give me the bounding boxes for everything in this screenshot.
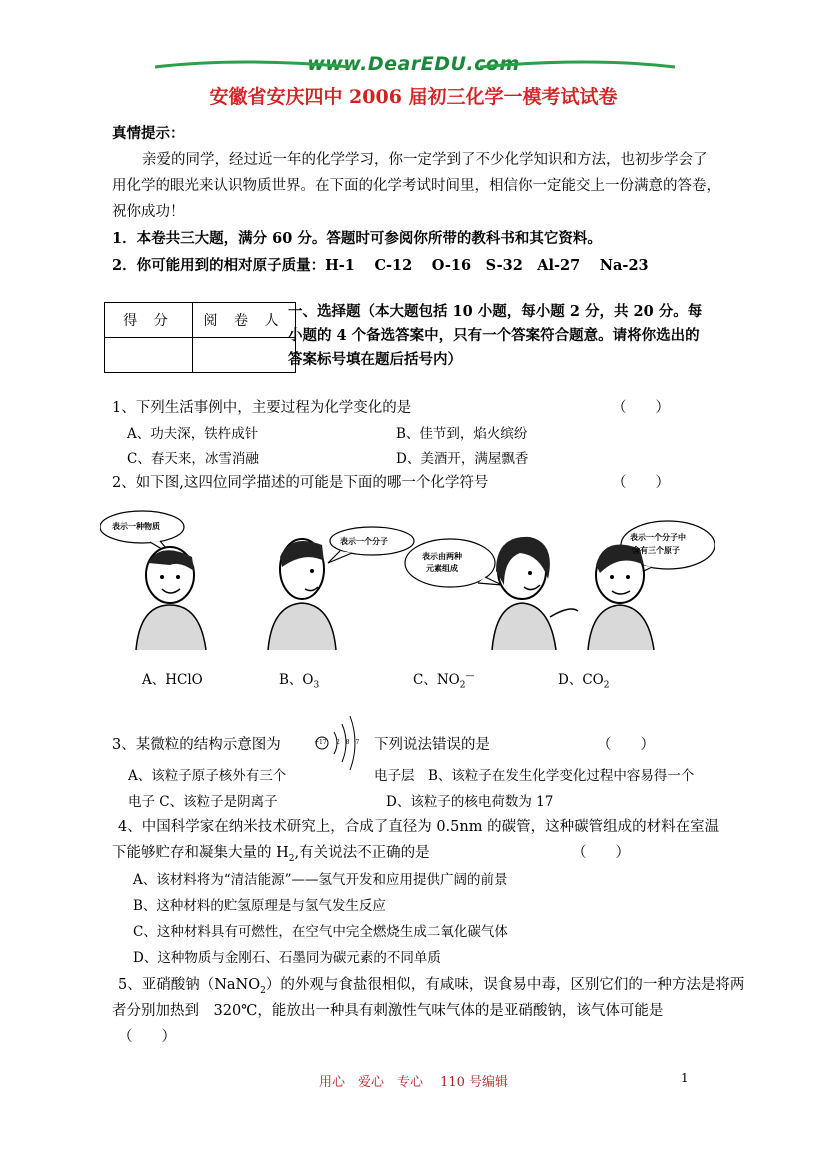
bubble-3-text-b: 元素组成 bbox=[426, 563, 458, 573]
q3-stem: 3、某微粒的结构示意图为 bbox=[112, 737, 281, 753]
q5-line-1: 5、亚硝酸钠（NaNO$_2$）的外观与食盐很相似，有咸味，误食易中毒，区别它们的一种方法是将两 bbox=[118, 977, 745, 996]
q4-option-d: D、这种物质与金刚石、石墨同为碳元素的不同单质 bbox=[133, 950, 441, 966]
grader-cell bbox=[193, 338, 296, 373]
bubble-2-text: 表示一个分子 bbox=[340, 536, 388, 546]
q3-option-d: D、该粒子的核电荷数为 17 bbox=[386, 794, 554, 810]
q1-option-a: A、功夫深，铁杵成针 bbox=[127, 426, 259, 442]
page-number: 1 bbox=[681, 1071, 689, 1085]
score-cell bbox=[105, 338, 193, 373]
q3-option-b: 电子层 B、该粒子在发生化学变化过程中容易得一个 bbox=[374, 768, 695, 784]
q4-answer-paren: （ ） bbox=[572, 845, 630, 861]
score-header: 得 分 bbox=[105, 303, 193, 338]
q2-option-c: C、$NO_2^—$ bbox=[413, 671, 475, 691]
q4-option-b: B、这种材料的贮氢原理是与氢气发生反应 bbox=[133, 898, 386, 914]
q5-answer-paren: （ ） bbox=[118, 1029, 176, 1045]
q2-answer-paren: （ ） bbox=[612, 475, 670, 491]
q3-option-c: 电子 C、该粒子是阴离子 bbox=[128, 794, 278, 810]
q2-option-d: D、$CO_2$ bbox=[558, 672, 610, 691]
intro-line-3: 祝你成功！ bbox=[112, 204, 185, 220]
note-1: 1．本卷共三大题，满分 60 分。答题时可参阅你所带的教科书和其它资料。 bbox=[112, 230, 602, 247]
grader-header: 阅 卷 人 bbox=[193, 303, 296, 338]
atom-structure-diagram bbox=[312, 712, 360, 774]
footer-text: 用心 爱心 专心 110 号编辑 bbox=[318, 1075, 509, 1090]
q3-option-a: A、该粒子原子核外有三个 bbox=[128, 768, 287, 784]
bubble-4-text-a: 表示一个分子中 bbox=[630, 532, 686, 542]
q1-stem: 1、下列生活事例中，主要过程为化学变化的是 bbox=[112, 400, 412, 416]
section-1-heading: 一、选择题（本大题包括 10 小题，每小题 2 分，共 20 分。每小题的 4 个备选答案中，只有一个答案符合题意。请将你选出的答案标号填在题后括号内） bbox=[288, 303, 703, 368]
q3-answer-paren: （ ） bbox=[597, 737, 655, 753]
q3-stem-2: 下列说法错误的是 bbox=[374, 737, 490, 753]
score-table bbox=[104, 302, 296, 373]
q2-option-a: A、HClO bbox=[142, 672, 203, 688]
bubble-4-text-b: 含有三个原子 bbox=[632, 545, 680, 555]
exam-title: 安徽省安庆四中 2006 届初三化学一模考试试卷 bbox=[209, 86, 618, 108]
q2-option-b: B、$O_3$ bbox=[279, 672, 320, 691]
q4-option-c: C、这种材料具有可燃性，在空气中完全燃烧生成二氧化碳气体 bbox=[133, 924, 508, 940]
q1-option-c: C、春天来，冰雪消融 bbox=[127, 451, 259, 467]
q1-answer-paren: （ ） bbox=[612, 400, 670, 416]
q4-option-a: A、该材料将为“清洁能源”——氢气开发和应用提供广阔的前景 bbox=[133, 872, 508, 888]
q5-line-2: 者分别加热到 320℃，能放出一种具有刺激性气味气体的是亚硝酸钠，该气体可能是 bbox=[112, 1003, 664, 1019]
students-illustration bbox=[100, 505, 715, 650]
q4-line-2: 下能够贮存和凝集大量的 $H_2$,有关说法不正确的是 bbox=[112, 845, 430, 864]
atom-electron-counts: 2 8 7 bbox=[336, 739, 362, 746]
note-2: 2．你可能用到的相对原子质量：H-1 C-12 O-16 S-32 Al-27 Na-23 bbox=[112, 257, 649, 274]
bubble-3-text-a: 表示由两种 bbox=[422, 551, 462, 561]
q4-line-1: 4、中国科学家在纳米技术研究上，合成了直径为 0.5nm 的碳管，这种碳管组成的材料在室温 bbox=[118, 819, 720, 835]
q1-option-b: B、佳节到，焰火缤纷 bbox=[396, 426, 528, 442]
banner-swoosh bbox=[150, 55, 680, 75]
intro-heading: 真情提示： bbox=[112, 125, 185, 142]
q1-option-d: D、美酒开，满屋飘香 bbox=[396, 451, 529, 467]
intro-line-2: 用化学的眼光来认识物质世界。在下面的化学考试时间里，相信你一定能交上一份满意的答卷， bbox=[112, 178, 721, 194]
site-banner: www.DearEDU.com bbox=[307, 53, 520, 75]
atom-nucleus: +17 bbox=[314, 739, 327, 746]
intro-line-1: 亲爱的同学，经过近一年的化学学习，你一定学到了不少化学知识和方法，也初步学会了 bbox=[142, 152, 708, 168]
students-drawing bbox=[100, 505, 715, 650]
bubble-1-text: 表示一种物质 bbox=[112, 521, 160, 531]
q2-stem: 2、如下图,这四位同学描述的可能是下面的哪一个化学符号 bbox=[112, 475, 489, 491]
